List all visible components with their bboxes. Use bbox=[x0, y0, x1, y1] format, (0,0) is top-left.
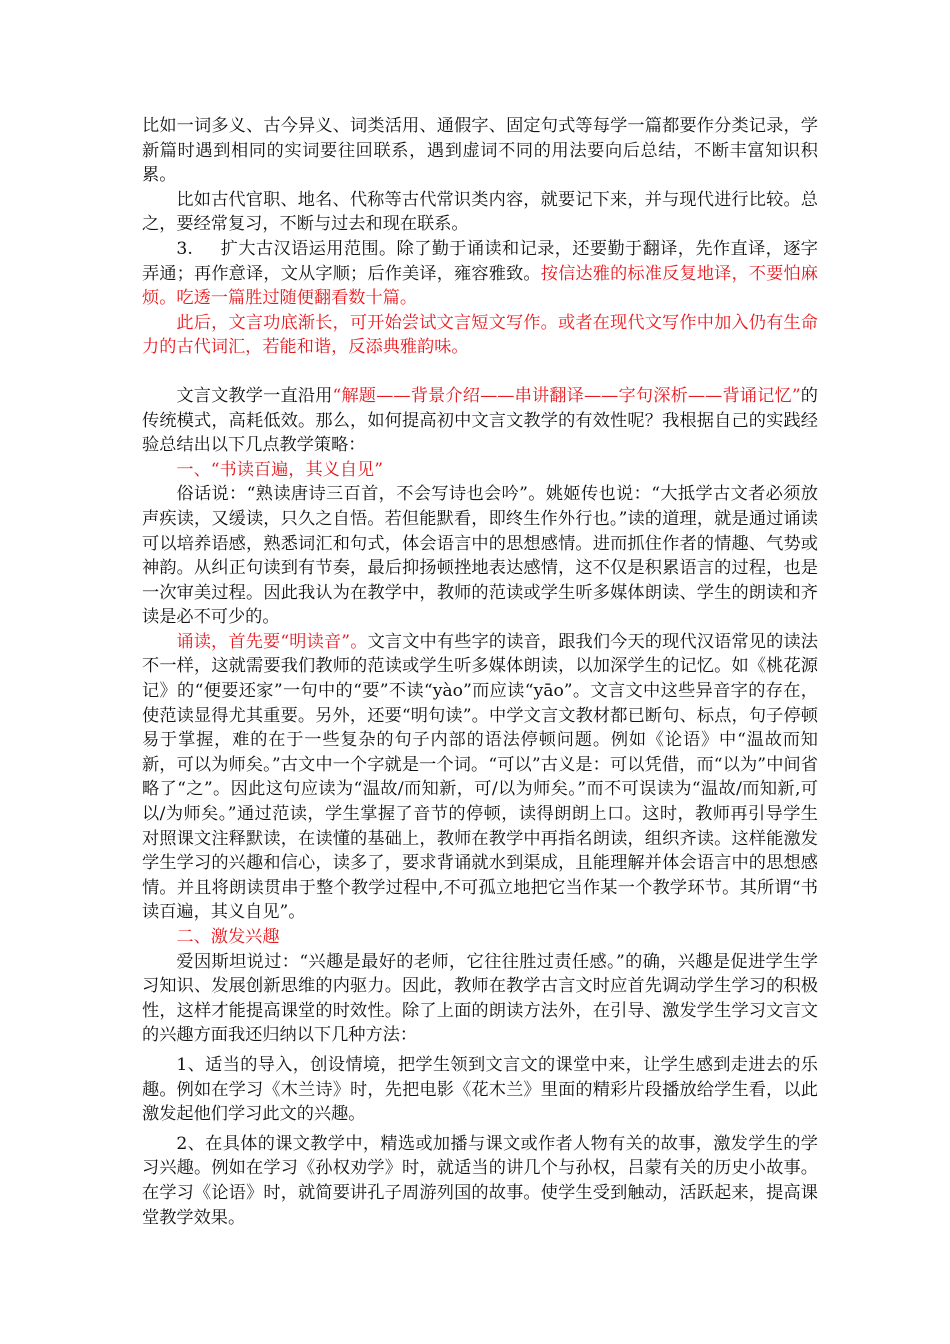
paragraph-interest: 爱因斯坦说过：“兴趣是最好的老师，它往往胜过责任感。”的确，兴趣是促进学生学习知识、发展创新思维的内驱力。因此，教师在教学古言文时应首先调动学生学习的积极性，这样才能提高课堂的时效性。除了上面的朗读方法外，在引导、激发学生学习文言文的兴趣方面我还归纳以下几种方法： bbox=[142, 951, 818, 1046]
intro-text-a: 文言文教学一直沿用 bbox=[176, 385, 333, 406]
paragraph-pronunciation bbox=[142, 630, 818, 925]
section-heading-interest: 二、激发兴趣 bbox=[176, 927, 280, 947]
pronunciation-text: 文言文中有些字的读音，跟我们今天的现代汉语常见的读法不一样，这就需要我们教师的范读或学生听多媒体朗读，以加深学生的记忆。如《桃花源记》的“便要还家”一句中的“要”不读“yào”而应读“yāo”。文言文中这些异音字的存在，使范读显得尤其重要。另外，还要“明句读”。中学文言文教材都已断句、标点，句子停顿易于掌握，难的在于一些复杂的句子内部的语法停顿问题。例如《论语》中“温故而知新，可以为师矣。”古文中一个字就是一个词。“可以”古义是：可以凭借，而“以为”中间省略了“之”。因此这句应读为“温故/而知新，可/以为师矣。”而不可误读为“温故/而知新,可以/为师矣。”通过范读，学生掌握了音节的停顿，读得朗朗上口。这时，教师再引导学生对照课文注释默读，在读懂的基础上，教师在教学中再指名朗读，组织齐读。这样能激发学生学习的兴趣和信心，读多了，要求背诵就水到渠成，且能理解并体会语言中的思想感情。并且将朗读贯串于整个教学过程中,不可孤立地把它当作某一个教学环节。其所谓“书读百遍，其义自见”。 bbox=[142, 631, 818, 923]
paragraph-ancient-common-knowledge: 比如古代官职、地名、代称等古代常识类内容，就要记下来，并与现代进行比较。总之，要经常复习，不断与过去和现在联系。 bbox=[142, 189, 818, 235]
paragraph-writing-practice: 此后，文言功底渐长，可开始尝试文言短文写作。或者在现代文写作中加入仍有生命力的古代词汇，若能和谐，反添典雅韵味。 bbox=[142, 312, 818, 358]
list-number: 3. bbox=[176, 238, 193, 259]
paragraph-reading-importance: 俗话说：“熟读唐诗三百首，不会写诗也会吟”。姚姬传也说：“大抵学古文者必须放声疾读，又缓读，只久之自悟。若但能默看，即终生作外行也。”读的道理，就是通过诵读可以培养语感，熟悉词汇和句式，体会语言中的思想感情。进而抓住作者的情趣、气势或神韵。从纠正句读到有节奏，最后抑扬顿挫地表达感情，这不仅是积累语言的过程，也是一次审美过程。因此我认为在教学中，教师的范读或学生听多媒体朗读、学生的朗读和齐读是必不可少的。 bbox=[142, 484, 818, 628]
section-heading-reading: 一、“书读百遍，其义自见” bbox=[176, 459, 384, 480]
intro-highlight-mode: “解题——背景介绍——串讲翻译——字句深析——背诵记忆” bbox=[332, 385, 801, 406]
intro-text-b: 的传统模式，高耗低效。那么，如何提高初中文言文教学的有效性呢？我根据自己的实践经验总结出以下几点教学策略： bbox=[142, 385, 818, 456]
paragraph-classification-notes: 比如一词多义、古今异义、词类活用、通假字、固定句式等每学一篇都要作分类记录，学新篇时遇到相同的实词要往回联系，遇到虚词不同的用法要向后总结，不断丰富知识积累。 bbox=[142, 116, 818, 186]
translation-highlight: 按信达雅的标准反复地译，不要怕麻烦。吃透一篇胜过随便翻看数十篇。 bbox=[142, 263, 818, 309]
translation-text: 扩大古汉语运用范围。除了勤于诵读和记录，还要勤于翻译，先作直译，逐字弄通；再作意译，文从字顺；后作美译，雍容雅致。 bbox=[142, 238, 818, 284]
paragraph-method-1: 1、适当的导入，创设情境，把学生领到文言文的课堂中来，让学生感到走进去的乐趣。例如在学习《木兰诗》时，先把电影《花木兰》里面的精彩片段播放给学生看，以此激发起他们学习此文的兴趣。 bbox=[142, 1054, 818, 1125]
paragraph-teaching-intro bbox=[142, 384, 818, 458]
paragraph-translation-practice bbox=[142, 237, 818, 311]
pronunciation-highlight: 诵读，首先要“明读音”。 bbox=[176, 631, 368, 652]
document-page bbox=[142, 114, 818, 1230]
paragraph-method-2: 2、在具体的课文教学中，精选或加播与课文或作者人物有关的故事，激发学生的学习兴趣。例如在学习《孙权劝学》时，就适当的讲几个与孙权，吕蒙有关的历史小故事。在学习《论语》时，就简要讲孔子周游列国的故事。使学生受到触动，活跃起来，提高课堂教学效果。 bbox=[142, 1133, 818, 1228]
